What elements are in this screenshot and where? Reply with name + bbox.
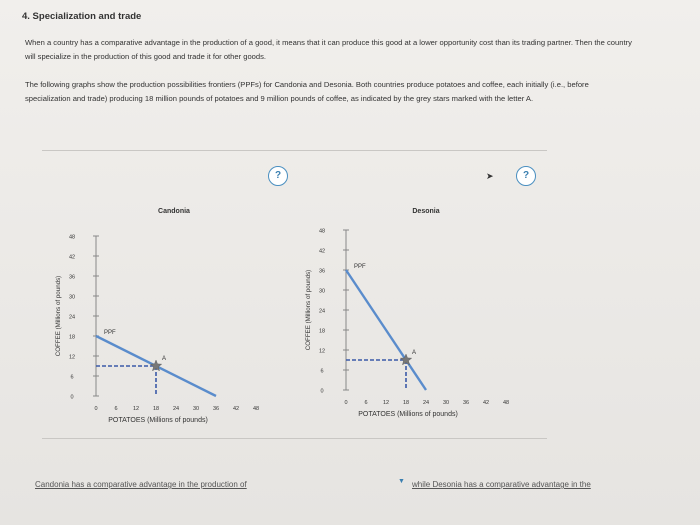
y-tick-label: 36 [318,268,326,275]
desonia-advantage-text: while Desonia has a comparative advantage in the [412,480,591,489]
x-tick-label: 48 [502,400,510,406]
x-tick-label: 42 [232,406,240,412]
y-axis-label: COFFEE (Millions of pounds) [305,269,312,351]
x-tick-label: 36 [462,400,470,406]
x-axis-label: POTATOES (Millions of pounds) [108,417,208,424]
help-icon-candonia[interactable]: ? [268,166,288,186]
ppf-line [346,270,426,390]
y-tick-label: 42 [68,254,76,261]
point-a-label: A [162,356,167,362]
graph-description-paragraph: The following graphs show the production possibilities frontiers (PPFs) for Candonia and Desonia. Both countries produce potatoes and coffee, each initially (i.e., before specialization and trade) producing 18 million pounds of potatoes and 9 million pounds of coffee, as indicated by the grey stars marked with the letter A. [25,80,589,103]
y-tick-label: 24 [68,314,76,321]
y-tick-label: 6 [320,368,324,375]
ppf-label: PPF [354,264,366,270]
y-tick-label: 36 [68,274,76,281]
x-tick-label: 18 [402,400,410,406]
desonia-chart[interactable] [300,200,560,440]
y-tick-label: 18 [68,334,76,341]
section-title: 4. Specialization and trade [22,11,142,22]
y-tick-label: 18 [318,328,326,335]
x-tick-label: 30 [192,406,200,412]
x-tick-label: 48 [252,406,260,412]
divider-bottom [42,438,547,439]
y-axis-label: COFFEE (Millions of pounds) [55,275,62,357]
y-tick-label: 6 [70,374,74,381]
x-tick-label: 30 [442,400,450,406]
y-tick-label: 0 [320,388,324,395]
candonia-chart[interactable] [40,200,310,440]
x-tick-label: 12 [132,406,140,412]
x-axis-label: POTATOES (Millions of pounds) [358,411,458,418]
chart-title: Candonia [158,208,190,215]
x-tick-label: 36 [212,406,220,412]
divider-top [42,150,547,151]
x-tick-label: 18 [152,406,160,412]
y-tick-label: 48 [318,228,326,235]
x-tick-label: 24 [172,406,180,412]
help-icon-desonia[interactable]: ? [516,166,536,186]
x-tick-label: 0 [94,406,98,412]
y-tick-label: 24 [318,308,326,315]
y-tick-label: 30 [318,288,326,295]
x-tick-label: 0 [344,400,348,406]
intro-paragraph: When a country has a comparative advantage in the production of a good, it means that it can produce this good at a lower opportunity cost than its trading partner. Then the country will specialize in the production of this good and trade it for other goods. [25,38,632,61]
y-tick-label: 30 [68,294,76,301]
x-tick-label: 24 [422,400,430,406]
y-tick-label: 12 [68,354,76,361]
x-tick-label: 42 [482,400,490,406]
y-tick-label: 48 [68,234,76,241]
y-tick-label: 0 [70,394,74,401]
ppf-label: PPF [104,330,116,336]
y-tick-label: 42 [318,248,326,255]
x-tick-label: 6 [364,400,368,406]
point-a-label: A [412,350,417,356]
dropdown-arrow-icon[interactable]: ▼ [398,478,405,485]
chart-title: Desonia [412,208,440,215]
cursor-icon: ➤ [486,171,494,181]
candonia-advantage-text: Candonia has a comparative advantage in the production of [35,480,247,489]
x-tick-label: 6 [114,406,118,412]
x-tick-label: 12 [382,400,390,406]
y-tick-label: 12 [318,348,326,355]
